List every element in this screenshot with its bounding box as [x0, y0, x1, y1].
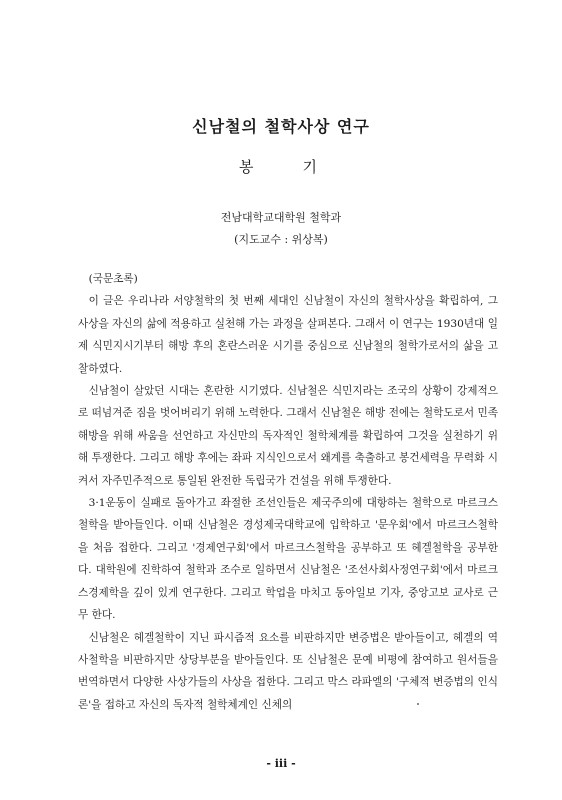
paragraph-3: 3·1운동이 실패로 돌아가고 좌절한 조선인들은 제국주의에 대항하는 철학으로 마르크스철학을 받아들인다. 이때 신남철은 경성제국대학교에 입학하고 '문우회'에서 마르크스철학을 처음 접한다. 그리고 '경제연구회'에서 마르크스철학을 공부하고 또 헤겔철학을 공부한다. 대학원에 진학하여 철학과 조수로 일하면서 신남철은 '조선사회사정연구회'에서 마르크스경제학을 깊이 있게 연구한다. 그리고 학업을 마치고 동아일보 기자, 중앙고보 교사로 근무 한다. — [78, 497, 498, 622]
department: 전남대학교대학원 철학과 — [220, 211, 342, 224]
abstract-label: (국문초록) — [88, 273, 138, 285]
paragraph-1: 이 글은 우리나라 서양철학의 첫 번째 세대인 신남철이 자신의 철학사상을 확립하여, 그 사상을 자신의 삶에 적용하고 실천해 가는 과정을 살펴본다. 그래서 이 연구는 1930년대 일제 식민지시기부터 해방 후의 혼란스러운 시기를 중심으로 신남철의 철학가로서의 삶을 고찰하였다. — [78, 295, 498, 375]
advisor: (지도교수 : 위상복) — [234, 233, 328, 246]
paragraph-2: 신남철이 살았던 시대는 혼란한 시기였다. 신남철은 식민지라는 조국의 상황이 강제적으로 떠넘겨준 짐을 벗어버리기 위해 노력한다. 그래서 신남철은 해방 전에는 철학도로서 민족해방을 위해 싸움을 선언하고 자신만의 독자적인 철학체계를 확립하여 그것을 실천하기 위해 투쟁한다. 그리고 해방 후에는 좌파 지식인으로서 왜계를 축출하고 봉건세력을 무력화 시켜서 자주민주적으로 통일된 완전한 독립국가 건설을 위해 투쟁한다. — [78, 385, 498, 487]
paragraph-4: 신남철은 헤겔철학이 지닌 파시즘적 요소를 비판하지만 변증법은 받아들이고, 헤겔의 역사철학을 비판하지만 상당부분을 받아들인다. 또 신남철은 문예 비평에 참여하고 원서들을 번역하면서 다양한 사상가들의 사상을 접한다. 그리고 막스 라파엘의 '구체적 변증법의 인식론'을 접하고 자신의 독자적 철학체계인 신체의 — [78, 631, 498, 711]
abstract-body — [78, 268, 498, 716]
affiliation-block — [0, 207, 562, 251]
paper-title: 신남철의 철학사상 연구 — [192, 117, 370, 136]
author-name: 봉 기 — [238, 158, 324, 176]
stray-mark — [417, 703, 419, 705]
page-number: - iii - — [266, 757, 296, 770]
